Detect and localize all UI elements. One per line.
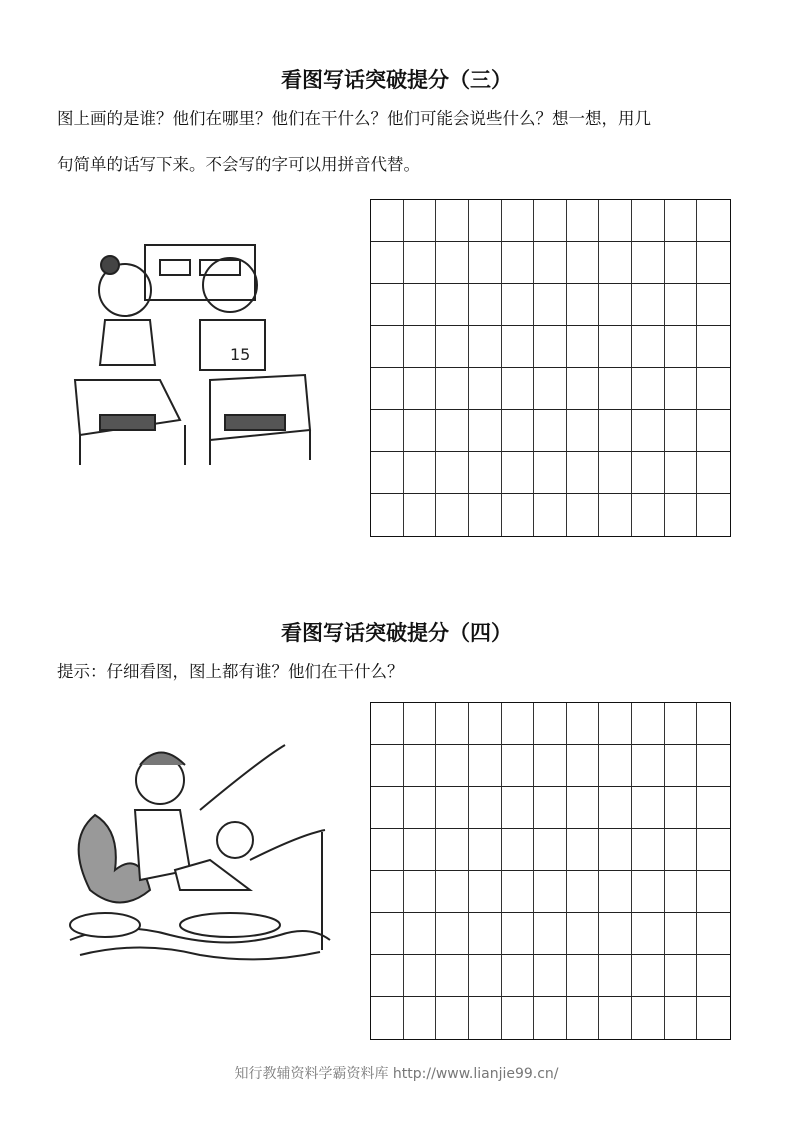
grid-cell[interactable] (665, 745, 698, 787)
grid-cell[interactable] (632, 242, 665, 284)
grid-cell[interactable] (534, 745, 567, 787)
grid-cell[interactable] (632, 703, 665, 745)
grid-cell[interactable] (599, 829, 632, 871)
grid-cell[interactable] (469, 200, 502, 242)
grid-cell[interactable] (436, 871, 469, 913)
grid-cell[interactable] (632, 787, 665, 829)
grid-cell[interactable] (436, 787, 469, 829)
grid-cell[interactable] (436, 200, 469, 242)
grid-cell[interactable] (404, 913, 437, 955)
grid-cell[interactable] (469, 326, 502, 368)
grid-cell[interactable] (469, 494, 502, 536)
grid-cell[interactable] (404, 326, 437, 368)
grid-cell[interactable] (404, 787, 437, 829)
grid-cell[interactable] (469, 452, 502, 494)
grid-cell[interactable] (697, 829, 730, 871)
grid-cell[interactable] (469, 829, 502, 871)
grid-cell[interactable] (371, 284, 404, 326)
grid-cell[interactable] (502, 913, 535, 955)
writing-grid-3[interactable] (370, 199, 731, 537)
fishing-illustration (60, 740, 340, 970)
grid-cell[interactable] (632, 368, 665, 410)
grid-cell[interactable] (534, 913, 567, 955)
grid-cell[interactable] (404, 452, 437, 494)
footer-watermark: 知行教辅资料学霸资料库 http://www.lianjie99.cn/ (234, 1066, 559, 1082)
grid-cell[interactable] (599, 494, 632, 536)
grid-cell[interactable] (534, 829, 567, 871)
grid-cell[interactable] (502, 997, 535, 1039)
grid-cell[interactable] (567, 745, 600, 787)
grid-cell[interactable] (567, 955, 600, 997)
grid-cell[interactable] (502, 871, 535, 913)
grid-cell[interactable] (436, 829, 469, 871)
grid-cell[interactable] (567, 871, 600, 913)
grid-cell[interactable] (567, 326, 600, 368)
grid-cell[interactable] (371, 703, 404, 745)
grid-cell[interactable] (567, 284, 600, 326)
grid-cell[interactable] (436, 326, 469, 368)
grid-cell[interactable] (404, 829, 437, 871)
grid-cell[interactable] (697, 787, 730, 829)
grid-cell[interactable] (632, 200, 665, 242)
grid-cell[interactable] (665, 955, 698, 997)
grid-cell[interactable] (534, 787, 567, 829)
prompt-line: 句简单的话写下来。不会写的字可以用拼音代替。 (57, 155, 420, 174)
grid-cell[interactable] (371, 913, 404, 955)
grid-cell[interactable] (665, 284, 698, 326)
grid-cell[interactable] (534, 200, 567, 242)
grid-cell[interactable] (665, 368, 698, 410)
grid-cell[interactable] (599, 284, 632, 326)
svg-text:15: 15 (230, 345, 251, 364)
grid-cell[interactable] (534, 284, 567, 326)
grid-cell[interactable] (371, 410, 404, 452)
grid-cell[interactable] (697, 913, 730, 955)
grid-cell[interactable] (534, 242, 567, 284)
grid-cell[interactable] (599, 326, 632, 368)
grid-cell[interactable] (697, 745, 730, 787)
grid-cell[interactable] (469, 871, 502, 913)
grid-cell[interactable] (404, 703, 437, 745)
grid-cell[interactable] (371, 787, 404, 829)
grid-cell[interactable] (404, 368, 437, 410)
grid-cell[interactable] (567, 410, 600, 452)
grid-cell[interactable] (567, 494, 600, 536)
grid-cell[interactable] (599, 242, 632, 284)
grid-cell[interactable] (534, 494, 567, 536)
grid-cell[interactable] (632, 829, 665, 871)
grid-cell[interactable] (371, 242, 404, 284)
grid-cell[interactable] (371, 745, 404, 787)
grid-cell[interactable] (469, 242, 502, 284)
section4-prompt: 提示：仔细看图，图上都有谁？他们在干什么？ (57, 662, 404, 681)
grid-cell[interactable] (436, 955, 469, 997)
grid-cell[interactable] (371, 452, 404, 494)
prompt-line: 图上画的是谁？他们在哪里？他们在干什么？他们可能会说些什么？想一想，用几 (57, 109, 651, 128)
grid-cell[interactable] (567, 703, 600, 745)
grid-cell[interactable] (567, 200, 600, 242)
section3-title: 看图写话突破提分（三） (281, 67, 512, 92)
grid-cell[interactable] (502, 955, 535, 997)
grid-cell[interactable] (502, 745, 535, 787)
grid-cell[interactable] (502, 452, 535, 494)
grid-cell[interactable] (697, 326, 730, 368)
grid-cell[interactable] (567, 829, 600, 871)
grid-cell[interactable] (632, 494, 665, 536)
grid-cell[interactable] (371, 494, 404, 536)
grid-cell[interactable] (632, 913, 665, 955)
grid-cell[interactable] (534, 410, 567, 452)
grid-cell[interactable] (567, 787, 600, 829)
grid-cell[interactable] (665, 787, 698, 829)
grid-cell[interactable] (599, 745, 632, 787)
grid-cell[interactable] (599, 787, 632, 829)
grid-cell[interactable] (469, 703, 502, 745)
grid-cell[interactable] (502, 284, 535, 326)
grid-cell[interactable] (502, 368, 535, 410)
grid-cell[interactable] (632, 871, 665, 913)
grid-cell[interactable] (469, 368, 502, 410)
grid-cell[interactable] (599, 452, 632, 494)
grid-cell[interactable] (404, 200, 437, 242)
grid-cell[interactable] (665, 703, 698, 745)
grid-cell[interactable] (371, 326, 404, 368)
grid-cell[interactable] (371, 871, 404, 913)
grid-cell[interactable] (665, 913, 698, 955)
grid-cell[interactable] (404, 997, 437, 1039)
grid-cell[interactable] (469, 410, 502, 452)
grid-cell[interactable] (436, 494, 469, 536)
grid-cell[interactable] (404, 410, 437, 452)
grid-cell[interactable] (697, 997, 730, 1039)
grid-cell[interactable] (436, 703, 469, 745)
grid-cell[interactable] (697, 242, 730, 284)
grid-cell[interactable] (436, 745, 469, 787)
grid-cell[interactable] (469, 787, 502, 829)
grid-cell[interactable] (665, 871, 698, 913)
grid-cell[interactable] (534, 871, 567, 913)
grid-cell[interactable] (697, 452, 730, 494)
grid-cell[interactable] (697, 494, 730, 536)
grid-cell[interactable] (632, 410, 665, 452)
grid-cell[interactable] (665, 452, 698, 494)
grid-cell[interactable] (436, 913, 469, 955)
grid-cell[interactable] (502, 410, 535, 452)
grid-cell[interactable] (534, 368, 567, 410)
grid-cell[interactable] (436, 284, 469, 326)
grid-cell[interactable] (469, 913, 502, 955)
grid-cell[interactable] (697, 368, 730, 410)
grid-cell[interactable] (371, 997, 404, 1039)
grid-cell[interactable] (697, 871, 730, 913)
grid-cell[interactable] (567, 913, 600, 955)
grid-cell[interactable] (502, 787, 535, 829)
grid-cell[interactable] (534, 703, 567, 745)
grid-cell[interactable] (534, 997, 567, 1039)
grid-cell[interactable] (665, 997, 698, 1039)
grid-cell[interactable] (665, 829, 698, 871)
grid-cell[interactable] (404, 284, 437, 326)
grid-cell[interactable] (534, 452, 567, 494)
grid-cell[interactable] (632, 326, 665, 368)
grid-cell[interactable] (534, 955, 567, 997)
grid-cell[interactable] (404, 871, 437, 913)
grid-cell[interactable] (567, 997, 600, 1039)
grid-cell[interactable] (502, 829, 535, 871)
grid-cell[interactable] (436, 368, 469, 410)
grid-cell[interactable] (567, 452, 600, 494)
grid-cell[interactable] (502, 326, 535, 368)
grid-cell[interactable] (502, 703, 535, 745)
grid-cell[interactable] (404, 242, 437, 284)
grid-cell[interactable] (502, 494, 535, 536)
grid-cell[interactable] (469, 284, 502, 326)
grid-cell[interactable] (469, 745, 502, 787)
grid-cell[interactable] (371, 955, 404, 997)
grid-cell[interactable] (404, 955, 437, 997)
grid-cell[interactable] (599, 871, 632, 913)
section3-prompt (57, 100, 747, 184)
grid-cell[interactable] (371, 368, 404, 410)
grid-cell[interactable] (371, 200, 404, 242)
grid-cell[interactable] (632, 745, 665, 787)
grid-cell[interactable] (534, 326, 567, 368)
grid-cell[interactable] (632, 997, 665, 1039)
grid-cell[interactable] (502, 200, 535, 242)
grid-cell[interactable] (632, 284, 665, 326)
grid-cell[interactable] (567, 368, 600, 410)
grid-cell[interactable] (436, 242, 469, 284)
grid-cell[interactable] (632, 452, 665, 494)
grid-cell[interactable] (697, 410, 730, 452)
grid-cell[interactable] (665, 326, 698, 368)
grid-cell[interactable] (567, 242, 600, 284)
grid-cell[interactable] (665, 410, 698, 452)
grid-cell[interactable] (665, 494, 698, 536)
fishing-rod (200, 745, 285, 810)
grid-cell[interactable] (371, 829, 404, 871)
grid-cell[interactable] (599, 368, 632, 410)
boy-head (203, 258, 257, 312)
grid-cell[interactable] (469, 997, 502, 1039)
writing-grid-4[interactable] (370, 702, 731, 1040)
grid-cell[interactable] (632, 955, 665, 997)
grid-cell[interactable] (404, 494, 437, 536)
grid-cell[interactable] (502, 242, 535, 284)
grid-cell[interactable] (599, 955, 632, 997)
grid-cell[interactable] (436, 452, 469, 494)
grid-cell[interactable] (599, 410, 632, 452)
child-head (217, 822, 253, 858)
grid-cell[interactable] (697, 703, 730, 745)
section4-title: 看图写话突破提分（四） (281, 620, 512, 645)
grid-cell[interactable] (436, 997, 469, 1039)
grid-cell[interactable] (599, 997, 632, 1039)
grid-cell[interactable] (599, 913, 632, 955)
grid-cell[interactable] (697, 284, 730, 326)
grid-cell[interactable] (697, 955, 730, 997)
grid-cell[interactable] (436, 410, 469, 452)
grid-cell[interactable] (404, 745, 437, 787)
grid-cell[interactable] (469, 955, 502, 997)
grid-cell[interactable] (697, 200, 730, 242)
grid-cell[interactable] (665, 242, 698, 284)
classroom-illustration (70, 235, 340, 470)
grid-cell[interactable] (665, 200, 698, 242)
grid-cell[interactable] (599, 703, 632, 745)
grid-cell[interactable] (599, 200, 632, 242)
